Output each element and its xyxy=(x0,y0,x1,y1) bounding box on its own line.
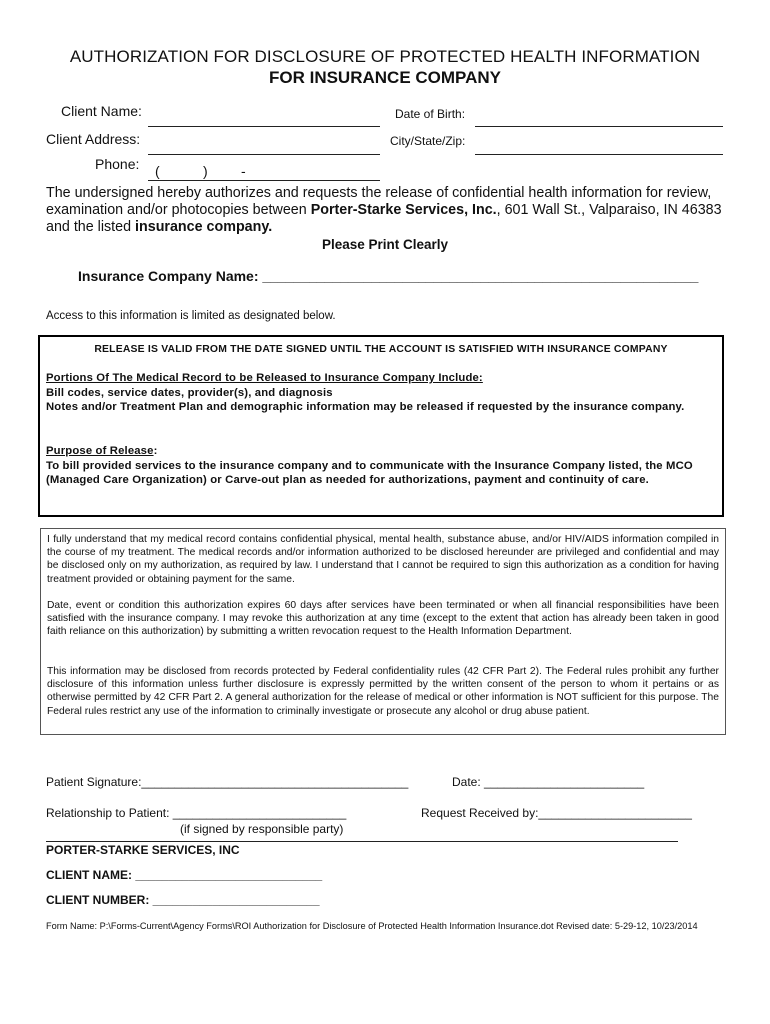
release-box xyxy=(38,335,724,517)
phone-paren-close: ) xyxy=(203,163,208,179)
legal-paragraph-2: Date, event or condition this authorization expires 60 days after services have been terminated or when all financial responsibilities have been satisfied with the insurance company. I may revoke this authorization at any time (except to the extent that action has already been taken in good faith reliance on this authorization) by submitting a written revocation request to the Health Information Department. xyxy=(47,600,719,638)
form-subtitle: FOR INSURANCE COMPANY xyxy=(268,68,502,87)
client-address-label: Client Address: xyxy=(46,131,141,147)
form-footer: Form Name: P:\Forms-Current\Agency Forms\ROI Authorization for Disclosure of Protected Health Information Insurance.dot Revised date: 5-29-12, 10/23/2014 xyxy=(46,921,698,931)
authorization-intro xyxy=(46,185,726,236)
client-name-field[interactable] xyxy=(148,126,380,127)
please-print-clearly: Please Print Clearly xyxy=(321,237,449,252)
client-number-field[interactable]: CLIENT NUMBER: _________________________ xyxy=(46,893,320,907)
purpose-section xyxy=(46,444,716,488)
purpose-text: To bill provided services to the insurance company and to communicate with the Insurance Company listed, the MCO (Managed Care Organization) or Carve-out plan as needed for authorizations, payment and continuity of care. xyxy=(46,459,693,486)
legal-terms-box xyxy=(40,528,726,735)
phone-field[interactable] xyxy=(148,162,380,181)
relationship-field[interactable]: Relationship to Patient: __________________________ xyxy=(46,806,347,820)
city-state-zip-field[interactable] xyxy=(475,154,723,155)
portions-heading: Portions Of The Medical Record to be Released to Insurance Company Include: xyxy=(46,372,483,384)
legal-paragraph-1: I fully understand that my medical record contains confidential physical, mental health, substance abuse, and/or HIV/AIDS information compiled in the course of my treatment. The medical records and/or information authorized to be disclosed hereunder are privileged and confidential and may be disclosed only on my authorization, as required by law. I understand that I cannot be required to sign this authorization as a condition for having treatment provided or obtaining payment for the same. xyxy=(47,534,719,585)
phone-dash: - xyxy=(241,163,246,179)
dob-field[interactable] xyxy=(475,126,723,127)
phone-label: Phone: xyxy=(95,156,140,172)
client-name-label: Client Name: xyxy=(61,103,142,119)
org-name: PORTER-STARKE SERVICES, INC xyxy=(46,843,240,857)
insurance-company-name-field[interactable]: Insurance Company Name: ________________________________________________________ xyxy=(78,268,699,284)
signature-date-field[interactable]: Date: ________________________ xyxy=(452,775,645,789)
intro-insurance: insurance company. xyxy=(135,219,273,235)
intro-text-2: , 601 Wall St., Valparaiso, IN 46383 and the listed xyxy=(46,202,722,235)
access-note: Access to this information is limited as designated below. xyxy=(46,310,336,322)
divider-line xyxy=(46,841,678,842)
legal-paragraph-3: This information may be disclosed from records protected by Federal confidentiality rules (42 CFR Part 2). The Federal rules prohibit any further disclosure of this information unless further disclosure is expressly permitted by the written consent of the person to whom it pertains or as otherwise permitted by 42 CFR Part 2. A general authorization for the release of medical or other information is NOT sufficient for this purpose. The Federal rules restrict any use of the information to criminally investigate or prosecute any alcohol or drug abuse patient. xyxy=(47,666,719,717)
city-state-zip-label: City/State/Zip: xyxy=(390,134,466,148)
patient-signature-field[interactable]: Patient Signature:________________________________________ xyxy=(46,775,409,789)
intro-company: Porter-Starke Services, Inc. xyxy=(310,202,497,218)
purpose-colon: : xyxy=(153,445,158,457)
client-name-footer-field[interactable]: CLIENT NAME: ____________________________ xyxy=(46,868,323,882)
release-validity-header: RELEASE IS VALID FROM THE DATE SIGNED UNTIL THE ACCOUNT IS SATISFIED WITH INSURANCE COMPANY xyxy=(94,344,668,355)
portions-line-1: Bill codes, service dates, provider(s), and diagnosis xyxy=(46,386,333,399)
request-received-field[interactable]: Request Received by:_______________________ xyxy=(421,806,692,820)
portions-section xyxy=(46,371,716,415)
phone-paren-open: ( xyxy=(155,163,160,179)
portions-line-2: Notes and/or Treatment Plan and demographic information may be released if requested by the insurance company. xyxy=(46,401,685,413)
client-address-field[interactable] xyxy=(148,154,380,155)
intro-text-1: The undersigned hereby authorizes and requests the release of confidential health information for review, examination and/or photocopies between xyxy=(46,185,712,218)
signed-by-note: (if signed by responsible party) xyxy=(180,822,344,836)
dob-label: Date of Birth: xyxy=(395,107,466,121)
purpose-heading: Purpose of Release xyxy=(46,445,154,457)
form-title: AUTHORIZATION FOR DISCLOSURE OF PROTECTED HEALTH INFORMATION xyxy=(69,47,701,66)
